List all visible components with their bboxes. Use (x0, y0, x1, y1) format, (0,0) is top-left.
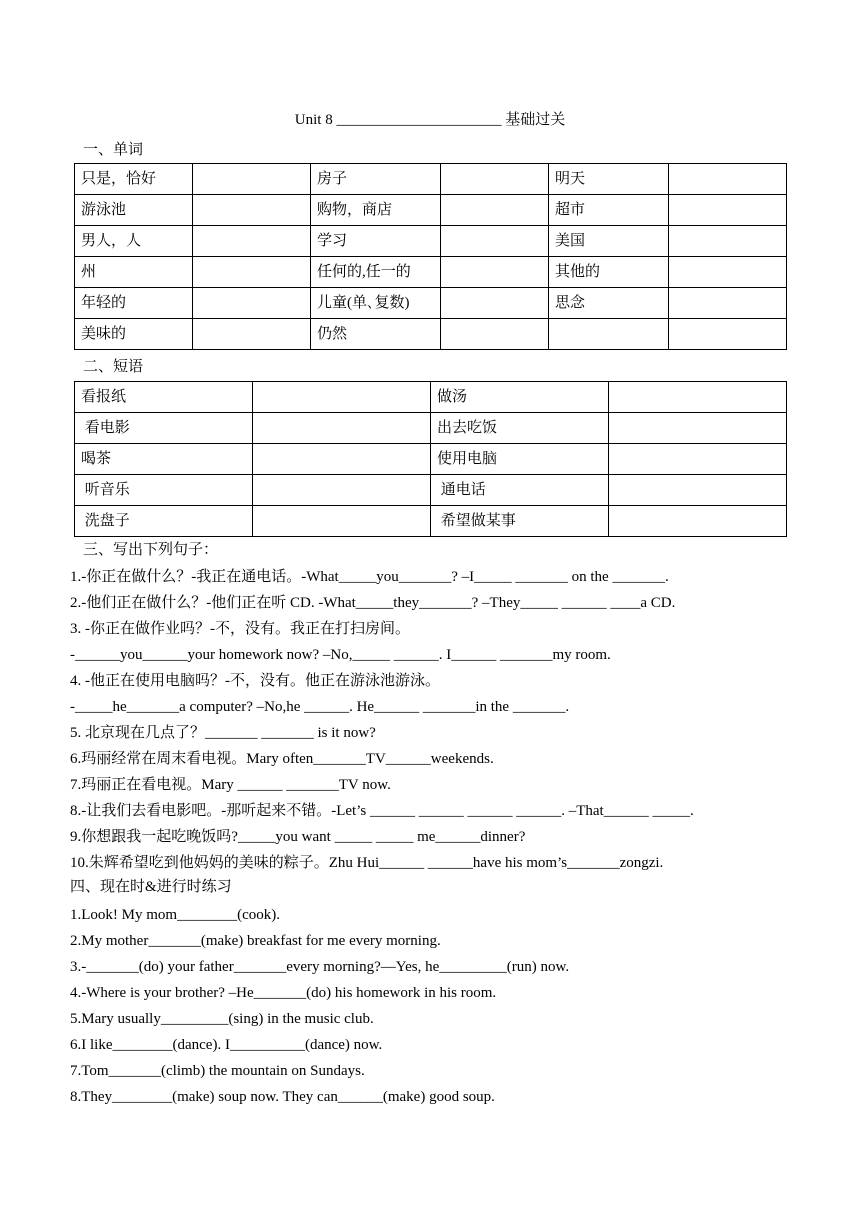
vocab-answer-cell[interactable] (193, 288, 311, 319)
vocab-word-cell: 其他的 (549, 257, 669, 288)
vocab-answer-cell[interactable] (669, 257, 787, 288)
vocab-answer-cell[interactable] (441, 226, 549, 257)
vocab-answer-cell[interactable] (441, 288, 549, 319)
vocab-answer-cell[interactable] (669, 319, 787, 350)
sentence-line: 4. -他正在使用电脑吗？-不，没有。他正在游泳池游泳。 (70, 673, 440, 689)
vocab-answer-cell[interactable] (193, 319, 311, 350)
vocab-table (74, 163, 787, 350)
vocab-word-cell: 仍然 (311, 319, 441, 350)
tense-exercise-line: 6.I like________(dance). I__________(dance) now. (70, 1037, 383, 1053)
phrase-cell: 喝茶 (75, 444, 253, 475)
vocab-answer-cell[interactable] (193, 164, 311, 195)
vocab-answer-cell[interactable] (193, 257, 311, 288)
page-title: Unit 8 ______________________ 基础过关 (294, 112, 566, 128)
sentence-line: 8.-让我们去看电影吧。-那听起来不错。-Let’s ______ ______ ______ ______. –That______ _____. (70, 803, 694, 819)
sentences-heading: 三、写出下列句子： (83, 542, 219, 558)
tense-exercise-line: 2.My mother_______(make) breakfast for me every morning. (70, 933, 441, 949)
vocab-word-cell: 只是，恰好 (75, 164, 193, 195)
vocab-word-cell: 美国 (549, 226, 669, 257)
vocab-answer-cell[interactable] (669, 164, 787, 195)
phrase-cell: 听音乐 (75, 475, 253, 506)
phrase-answer-cell[interactable] (609, 382, 787, 413)
phrase-answer-cell[interactable] (253, 506, 431, 537)
sentence-line: 1.-你正在做什么？-我正在通电话。-What_____you_______? –I_____ _______ on the _______. (70, 569, 669, 585)
tense-exercise-line: 1.Look! My mom________(cook). (70, 907, 280, 923)
sentence-line: 7.玛丽正在看电视。Mary ______ _______TV now. (70, 777, 391, 793)
vocab-word-cell: 购物，商店 (311, 195, 441, 226)
vocab-row (75, 288, 787, 319)
phrase-answer-cell[interactable] (253, 413, 431, 444)
phrase-answer-cell[interactable] (609, 506, 787, 537)
vocab-row (75, 319, 787, 350)
sentence-line: 6.玛丽经常在周末看电视。Mary often_______TV______weekends. (70, 751, 494, 767)
vocab-word-cell: 房子 (311, 164, 441, 195)
vocab-heading: 一、单词 (83, 142, 144, 158)
tense-heading: 四、现在时&进行时练习 (70, 879, 232, 895)
phrase-row (75, 413, 787, 444)
vocab-answer-cell[interactable] (193, 195, 311, 226)
vocab-answer-cell[interactable] (441, 195, 549, 226)
vocab-word-cell: 思念 (549, 288, 669, 319)
vocab-answer-cell[interactable] (669, 195, 787, 226)
phrase-answer-cell[interactable] (609, 444, 787, 475)
sentence-line: 2.-他们正在做什么？-他们正在听 CD. -What_____they_______? –They_____ ______ ____a CD. (70, 595, 676, 611)
phrase-row (75, 382, 787, 413)
phrase-answer-cell[interactable] (253, 475, 431, 506)
tense-exercise-line: 3.-_______(do) your father_______every morning?—Yes, he_________(run) now. (70, 959, 570, 975)
sentence-line: 10.朱辉希望吃到他妈妈的美味的粽子。Zhu Hui______ ______have his mom’s_______zongzi. (70, 855, 664, 871)
phrase-row (75, 475, 787, 506)
vocab-answer-cell[interactable] (441, 257, 549, 288)
vocab-row (75, 195, 787, 226)
vocab-word-cell: 州 (75, 257, 193, 288)
tense-exercise-line: 7.Tom_______(climb) the mountain on Sundays. (70, 1063, 365, 1079)
phrase-table (74, 381, 787, 537)
vocab-word-cell: 游泳池 (75, 195, 193, 226)
vocab-row (75, 164, 787, 195)
phrase-cell: 看报纸 (75, 382, 253, 413)
phrase-answer-cell[interactable] (609, 475, 787, 506)
phrase-row (75, 506, 787, 537)
vocab-word-cell: 任何的,任一的 (311, 257, 441, 288)
tense-exercise-line: 4.-Where is your brother? –He_______(do) his homework in his room. (70, 985, 497, 1001)
vocab-word-cell (549, 319, 669, 350)
phrase-cell: 看电影 (75, 413, 253, 444)
vocab-word-cell: 男人，人 (75, 226, 193, 257)
sentence-line: -_____he_______a computer? –No,he ______. He______ _______in the _______. (70, 699, 570, 715)
sentence-line: -______you______your homework now? –No,_____ ______. I______ _______my room. (70, 647, 611, 663)
vocab-word-cell: 学习 (311, 226, 441, 257)
vocab-word-cell: 明天 (549, 164, 669, 195)
tense-exercise-line: 8.They________(make) soup now. They can______(make) good soup. (70, 1089, 495, 1105)
vocab-word-cell: 儿童(单､复数) (311, 288, 441, 319)
phrase-cell: 希望做某事 (431, 506, 609, 537)
sentence-line: 5. 北京现在几点了？_______ _______ is it now? (70, 725, 376, 741)
vocab-answer-cell[interactable] (193, 226, 311, 257)
vocab-word-cell: 美味的 (75, 319, 193, 350)
vocab-answer-cell[interactable] (441, 164, 549, 195)
phrase-cell: 做汤 (431, 382, 609, 413)
phrase-row (75, 444, 787, 475)
sentence-line: 9.你想跟我一起吃晚饭吗?_____you want _____ _____ me______dinner? (70, 829, 526, 845)
vocab-answer-cell[interactable] (441, 319, 549, 350)
sentence-line: 3. -你正在做作业吗？-不，没有。我正在打扫房间。 (70, 621, 410, 637)
phrase-cell: 使用电脑 (431, 444, 609, 475)
vocab-row (75, 257, 787, 288)
vocab-answer-cell[interactable] (669, 288, 787, 319)
phrase-heading: 二、短语 (83, 359, 144, 375)
tense-exercise-line: 5.Mary usually_________(sing) in the music club. (70, 1011, 374, 1027)
vocab-answer-cell[interactable] (669, 226, 787, 257)
vocab-row (75, 226, 787, 257)
phrase-cell: 洗盘子 (75, 506, 253, 537)
phrase-answer-cell[interactable] (253, 444, 431, 475)
phrase-answer-cell[interactable] (609, 413, 787, 444)
phrase-cell: 出去吃饭 (431, 413, 609, 444)
phrase-answer-cell[interactable] (253, 382, 431, 413)
phrase-cell: 通电话 (431, 475, 609, 506)
vocab-word-cell: 超市 (549, 195, 669, 226)
vocab-word-cell: 年轻的 (75, 288, 193, 319)
